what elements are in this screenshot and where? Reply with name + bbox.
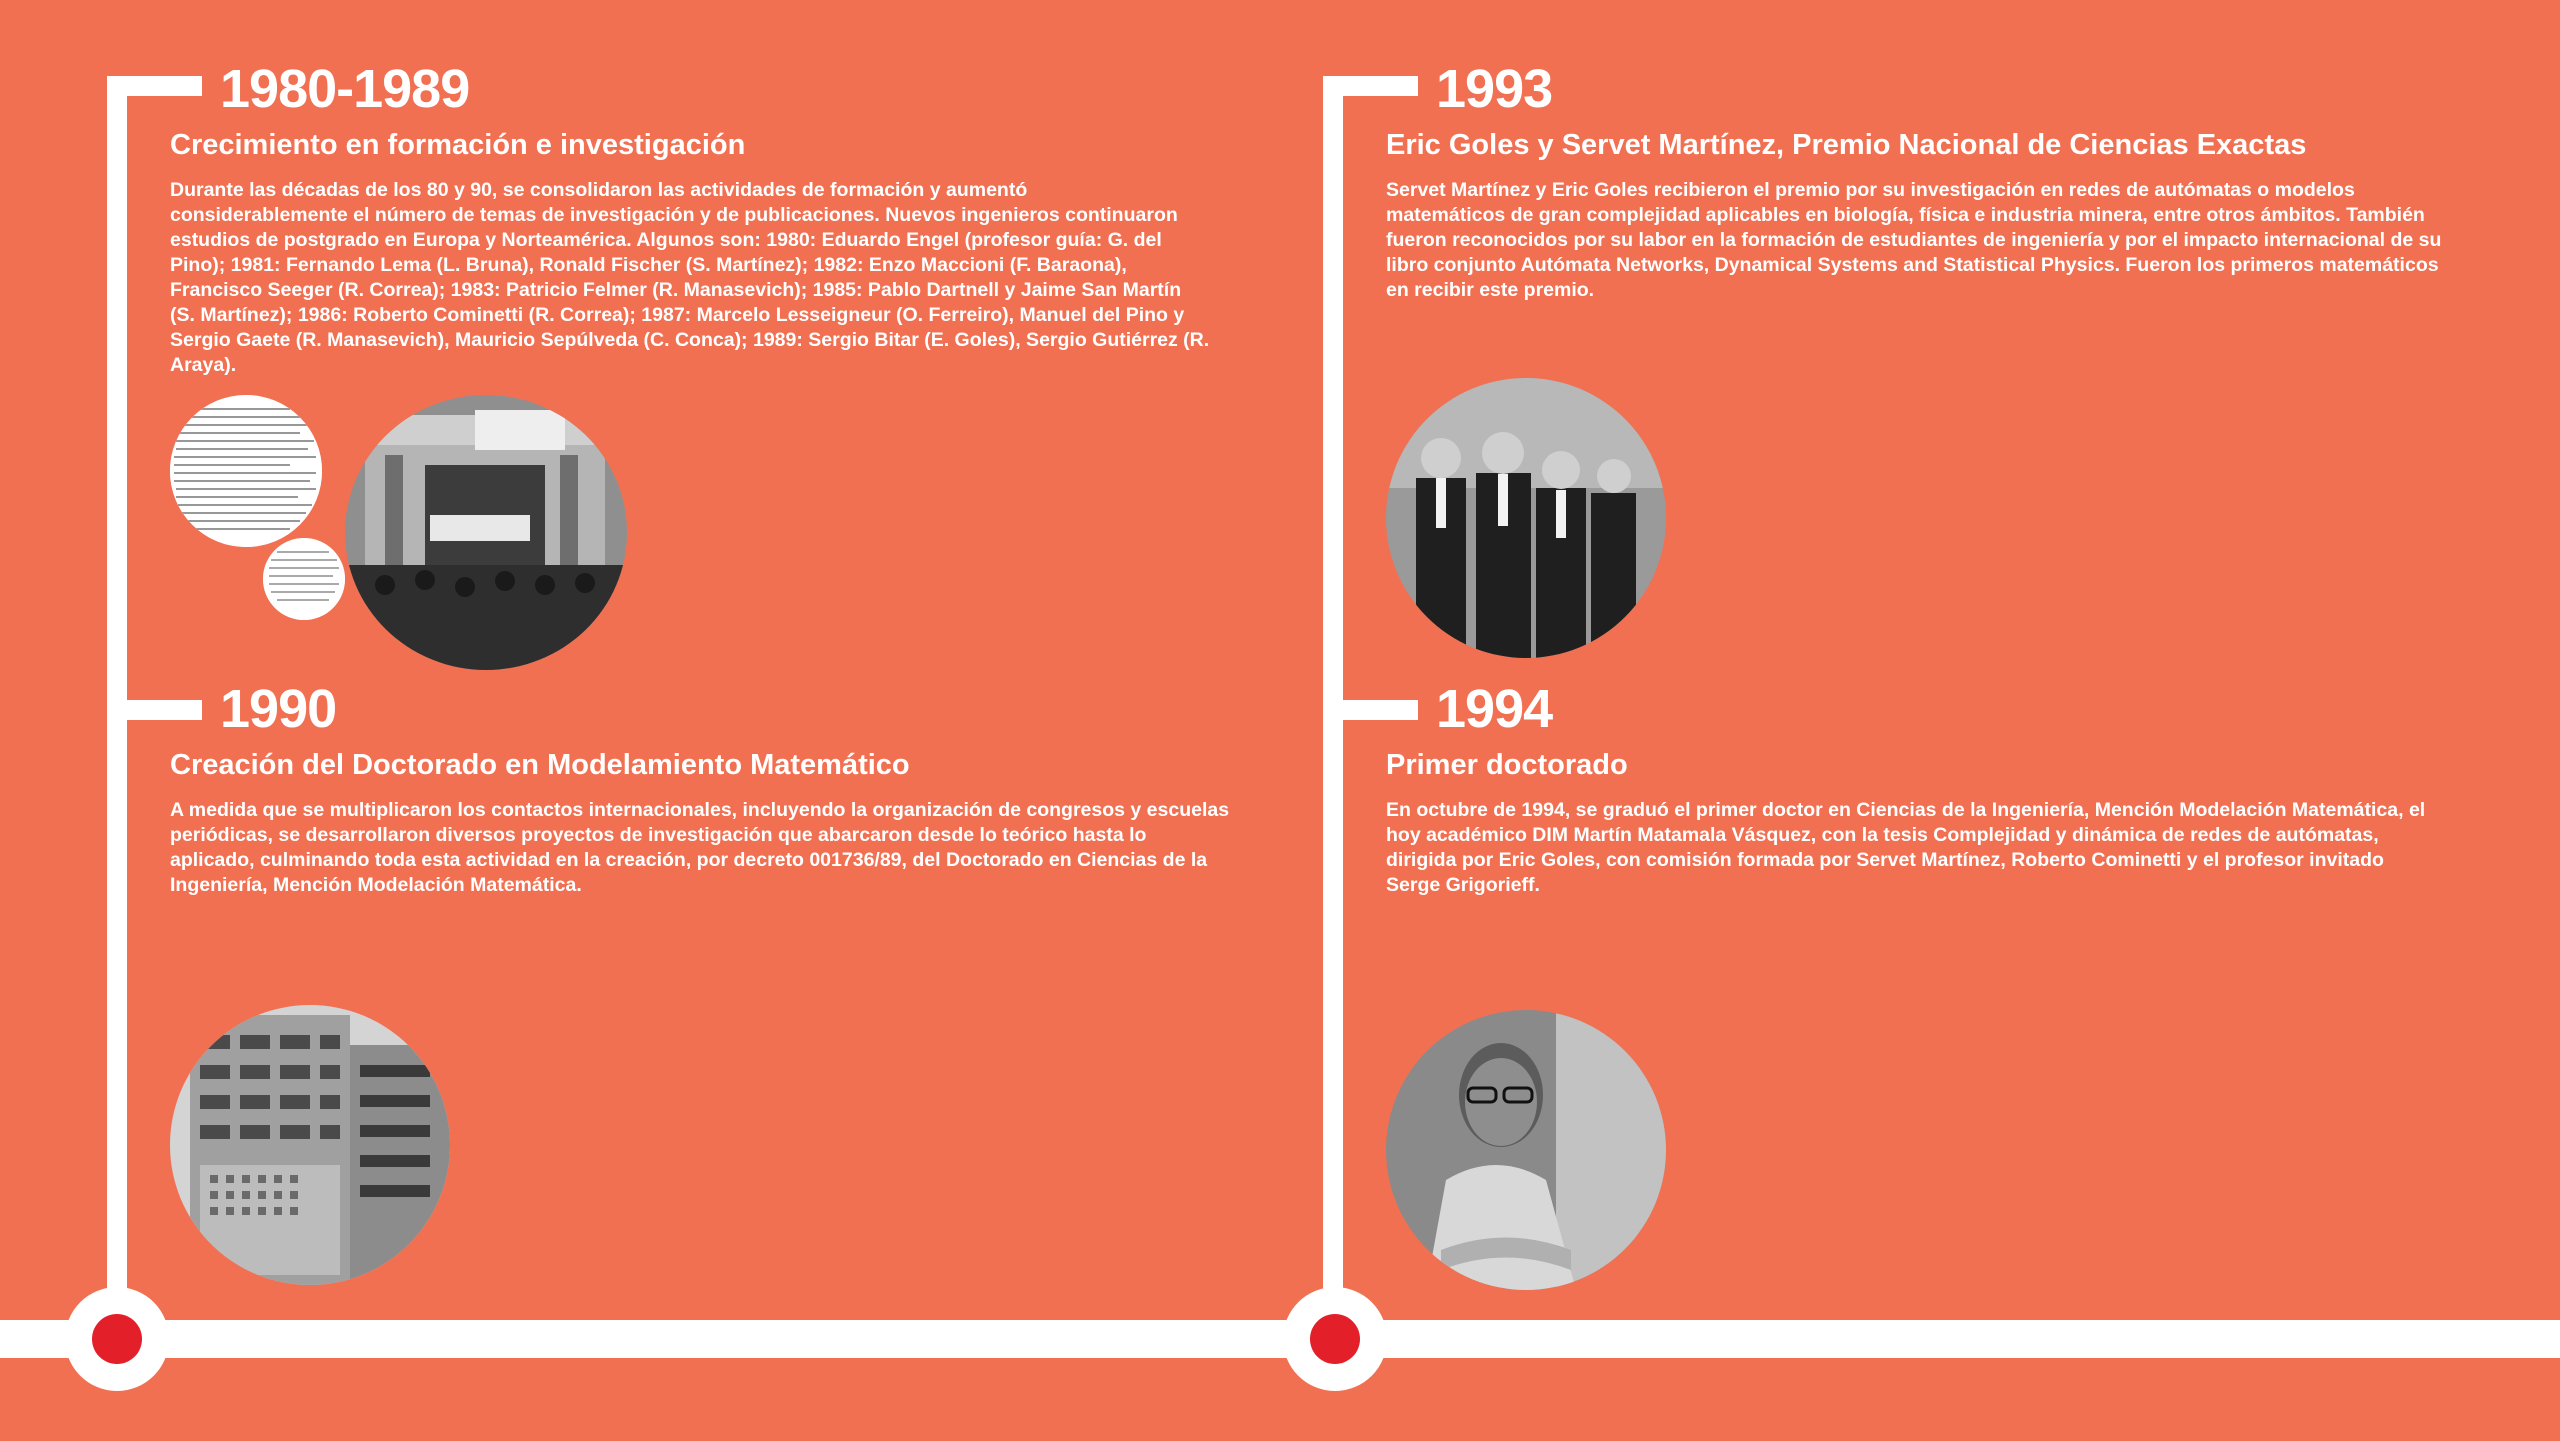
entry-title-1993: Eric Goles y Servet Martínez, Premio Nacional de Ciencias Exactas — [1386, 129, 2307, 161]
entry-title-1980: Crecimiento en formación e investigación — [170, 129, 746, 161]
entry-text-1980: Durante las décadas de los 80 y 90, se consolidaron las actividades de formación y aumentó considerablemente el número de temas de investigación y de publicaciones. Nuevos ingenieros continuaron estudios de postgrado en Europa y Norteamérica. Algunos son: 1980: Eduardo Engel (profesor guía: G. del Pino); 1981: Fernando Lema (L. Bruna), Ronald Fischer (S. Martínez); 1982: Enzo Maccioni (F. Baraona), Francisco Seeger (R. Correa); 1983: Patricio Felmer (R. Manasevich); 1985: Pablo Dartnell y Jaime San Martín (S. Martínez); 1986: Roberto Cominetti (R. Correa); 1987: Marcelo Lesseigneur (O. Ferreiro), Manuel del Pino y Sergio Gaete (R. Manasevich), Mauricio Sepúlveda (C. Conca); 1989: Sergio Bitar (E. Goles), Sergio Gutiérrez (R. Araya). — [170, 179, 1210, 376]
tick-1980 — [107, 76, 202, 96]
tick-1990 — [107, 700, 202, 720]
university-protest-photo — [345, 395, 627, 670]
portrait-photo — [1386, 1010, 1666, 1290]
timeline-horizontal-line — [0, 1320, 2560, 1358]
year-1980-1989: 1980-1989 — [220, 59, 470, 119]
entry-text-1994: En octubre de 1994, se graduó el primer doctor en Ciencias de la Ingeniería, Mención Modelación Matemática, el hoy académico DIM Martín Matamala Vásquez, con la tesis Complejidad y dinámica de redes de autómatas, dirigida por Eric Goles, con comisión formada por Servet Martínez, Roberto Cominetti y el profesor invitado Serge Grigorieff. — [1386, 799, 2426, 896]
entry-title-1990: Creación del Doctorado en Modelamiento Matemático — [170, 749, 910, 781]
timeline-node-left — [65, 1287, 169, 1391]
document-photo-large — [170, 395, 322, 547]
entry-title-1994: Primer doctorado — [1386, 749, 1628, 781]
timeline-node-right — [1283, 1287, 1387, 1391]
year-1990: 1990 — [220, 679, 337, 739]
award-ceremony-photo — [1386, 378, 1666, 658]
building-photo — [170, 1005, 450, 1285]
tick-1993 — [1323, 76, 1418, 96]
entry-text-1993: Servet Martínez y Eric Goles recibieron el premio por su investigación en redes de autómatas o modelos matemáticos de gran complejidad aplicables en biología, física e industria minera, entre otros ámbitos. También fueron reconocidos por su labor en la formación de estudiantes de ingeniería y por el impacto internacional de su libro conjunto Autómata Networks, Dynamical Systems and Statistical Physics. Fueron los primeros matemáticos en recibir este premio. — [1386, 179, 2442, 301]
year-1993: 1993 — [1436, 59, 1553, 119]
year-1994: 1994 — [1436, 679, 1553, 739]
entry-text-1990: A medida que se multiplicaron los contactos internacionales, incluyendo la organización de congresos y escuelas periódicas, se desarrollaron diversos proyectos de investigación que abarcaron desde lo teórico hasta lo aplicado, culminando toda esta actividad en la creación, por decreto 001736/89, del Doctorado en Ciencias de la Ingeniería, Mención Modelación Matemática. — [170, 799, 1230, 896]
document-photo-small — [263, 538, 345, 620]
tick-1994 — [1323, 700, 1418, 720]
